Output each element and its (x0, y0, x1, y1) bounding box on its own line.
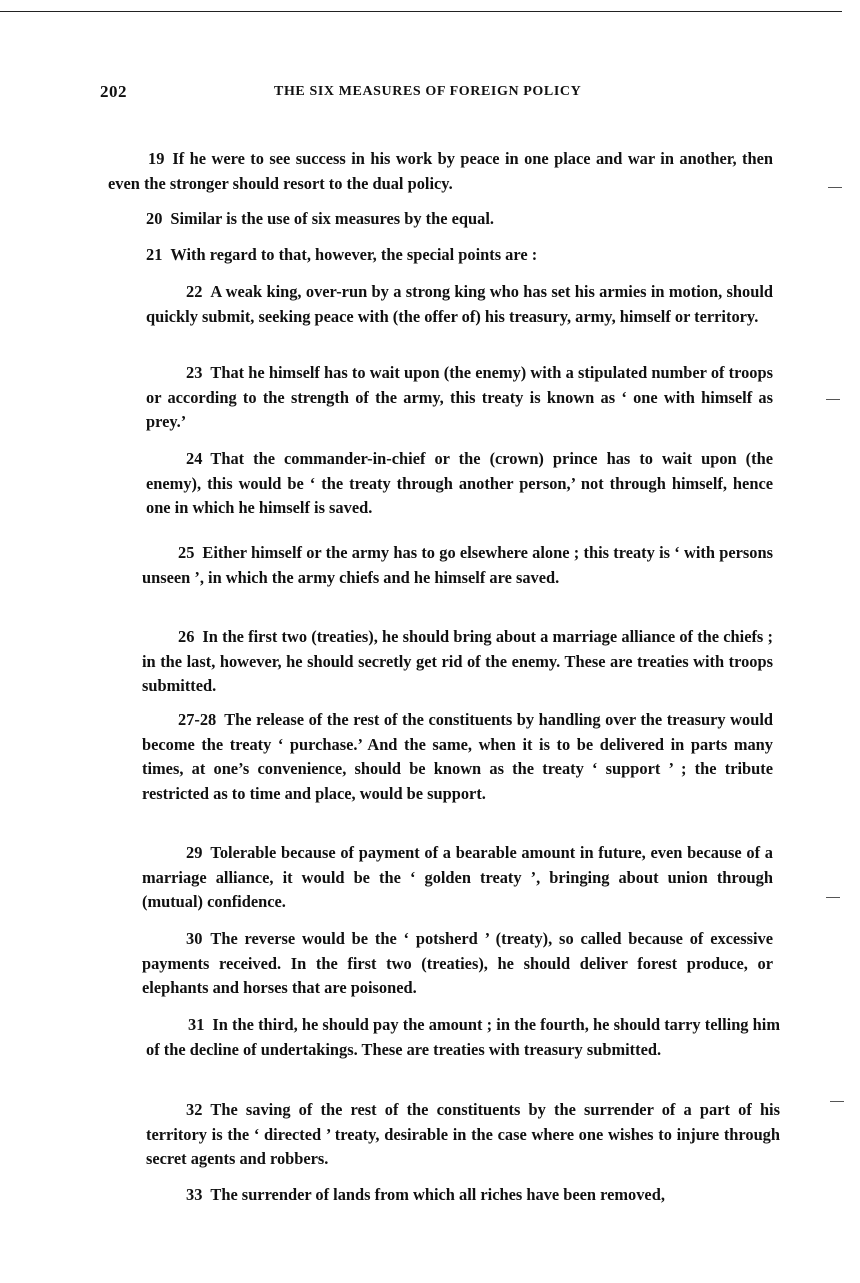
paragraph-number: 30 (186, 929, 203, 948)
paragraph-33 (146, 1183, 780, 1208)
paragraph-number: 23 (186, 363, 203, 382)
paragraph-text: The surrender of lands from which all riches have been removed, (210, 1185, 665, 1204)
paragraph-number: 32 (186, 1100, 203, 1119)
paragraph-number: 29 (186, 843, 203, 862)
paragraph-31 (146, 1013, 780, 1062)
paragraph-number: 31 (188, 1015, 205, 1034)
paragraph-number: 19 (148, 149, 165, 168)
margin-mark (826, 399, 840, 400)
paragraph-text: Tolerable because of payment of a bearable amount in future, even because of a marriage alliance, it would be the ‘ golden treaty ’, bringing about union through (mutual) confidence. (142, 843, 773, 911)
paragraph-24 (146, 447, 773, 521)
paragraph-number: 25 (178, 543, 195, 562)
running-head: THE SIX MEASURES OF FOREIGN POLICY (274, 84, 582, 99)
paragraph-text: In the first two (treaties), he should bring about a marriage alliance of the chiefs ; in the last, however, he should secretly get rid of the enemy. These are treaties with troops submitted. (142, 627, 773, 695)
paragraph-text: The saving of the rest of the constituents by the surrender of a part of his territory is the ‘ directed ’ treaty, desirable in the case where one wishes to injure through secret agents and robbers. (146, 1100, 780, 1168)
paragraph-text: In the third, he should pay the amount ; in the fourth, he should tarry telling him of the decline of undertakings. These are treaties with treasury submitted. (146, 1015, 780, 1059)
paragraph-21 (146, 243, 773, 268)
paragraph-number: 21 (146, 245, 163, 264)
top-rule (0, 11, 842, 12)
paragraph-26 (142, 625, 773, 699)
paragraph-text: Either himself or the army has to go elsewhere alone ; this treaty is ‘ with persons unseen ’, in which the army chiefs and he himself are saved. (142, 543, 773, 587)
margin-mark (830, 1101, 844, 1102)
paragraph-number: 24 (186, 449, 203, 468)
paragraph-20 (146, 207, 773, 232)
paragraph-text: The reverse would be the ‘ potsherd ’ (treaty), so called because of excessive payments received. In the first two (treaties), he should deliver forest produce, or elephants and horses that are poisoned. (142, 929, 773, 997)
paragraph-text: A weak king, over-run by a strong king who has set his armies in motion, should quickly submit, seeking peace with (the offer of) his treasury, army, himself or territory. (146, 282, 773, 326)
paragraph-30 (142, 927, 773, 1001)
page-header (100, 82, 780, 106)
paragraph-number: 26 (178, 627, 195, 646)
paragraph-text: That the commander-in-chief or the (crown) prince has to wait upon (the enemy), this would be ‘ the treaty through another person,’ not through himself, hence one in which he himself is saved. (146, 449, 773, 517)
paragraph-text: The release of the rest of the constituents by handling over the treasury would become the treaty ‘ purchase.’ And the same, when it is to be delivered in parts many times, at one’s convenience, should be known as the treaty ‘ support ’ ; the tribute restricted as to time and place, would be support. (142, 710, 773, 803)
paragraph-23 (146, 361, 773, 435)
paragraph-27-28 (142, 708, 773, 806)
paragraph-29 (142, 841, 773, 915)
page-number: 202 (100, 82, 127, 101)
paragraph-32 (146, 1098, 780, 1172)
paragraph-text: That he himself has to wait upon (the enemy) with a stipulated number of troops or according to the strength of the army, this treaty is known as ‘ one with himself as prey.’ (146, 363, 773, 431)
paragraph-25 (142, 541, 773, 590)
margin-mark (828, 187, 842, 188)
paragraph-number: 27-28 (178, 710, 217, 729)
margin-mark (826, 897, 840, 898)
paragraph-text: Similar is the use of six measures by the equal. (170, 209, 494, 228)
paragraph-19 (108, 147, 773, 196)
paragraph-text: If he were to see success in his work by peace in one place and war in another, then even the stronger should resort to the dual policy. (108, 149, 773, 193)
paragraph-text: With regard to that, however, the special points are : (170, 245, 538, 264)
paragraph-number: 22 (186, 282, 203, 301)
paragraph-number: 20 (146, 209, 163, 228)
paragraph-22 (146, 280, 773, 329)
paragraph-number: 33 (186, 1185, 203, 1204)
